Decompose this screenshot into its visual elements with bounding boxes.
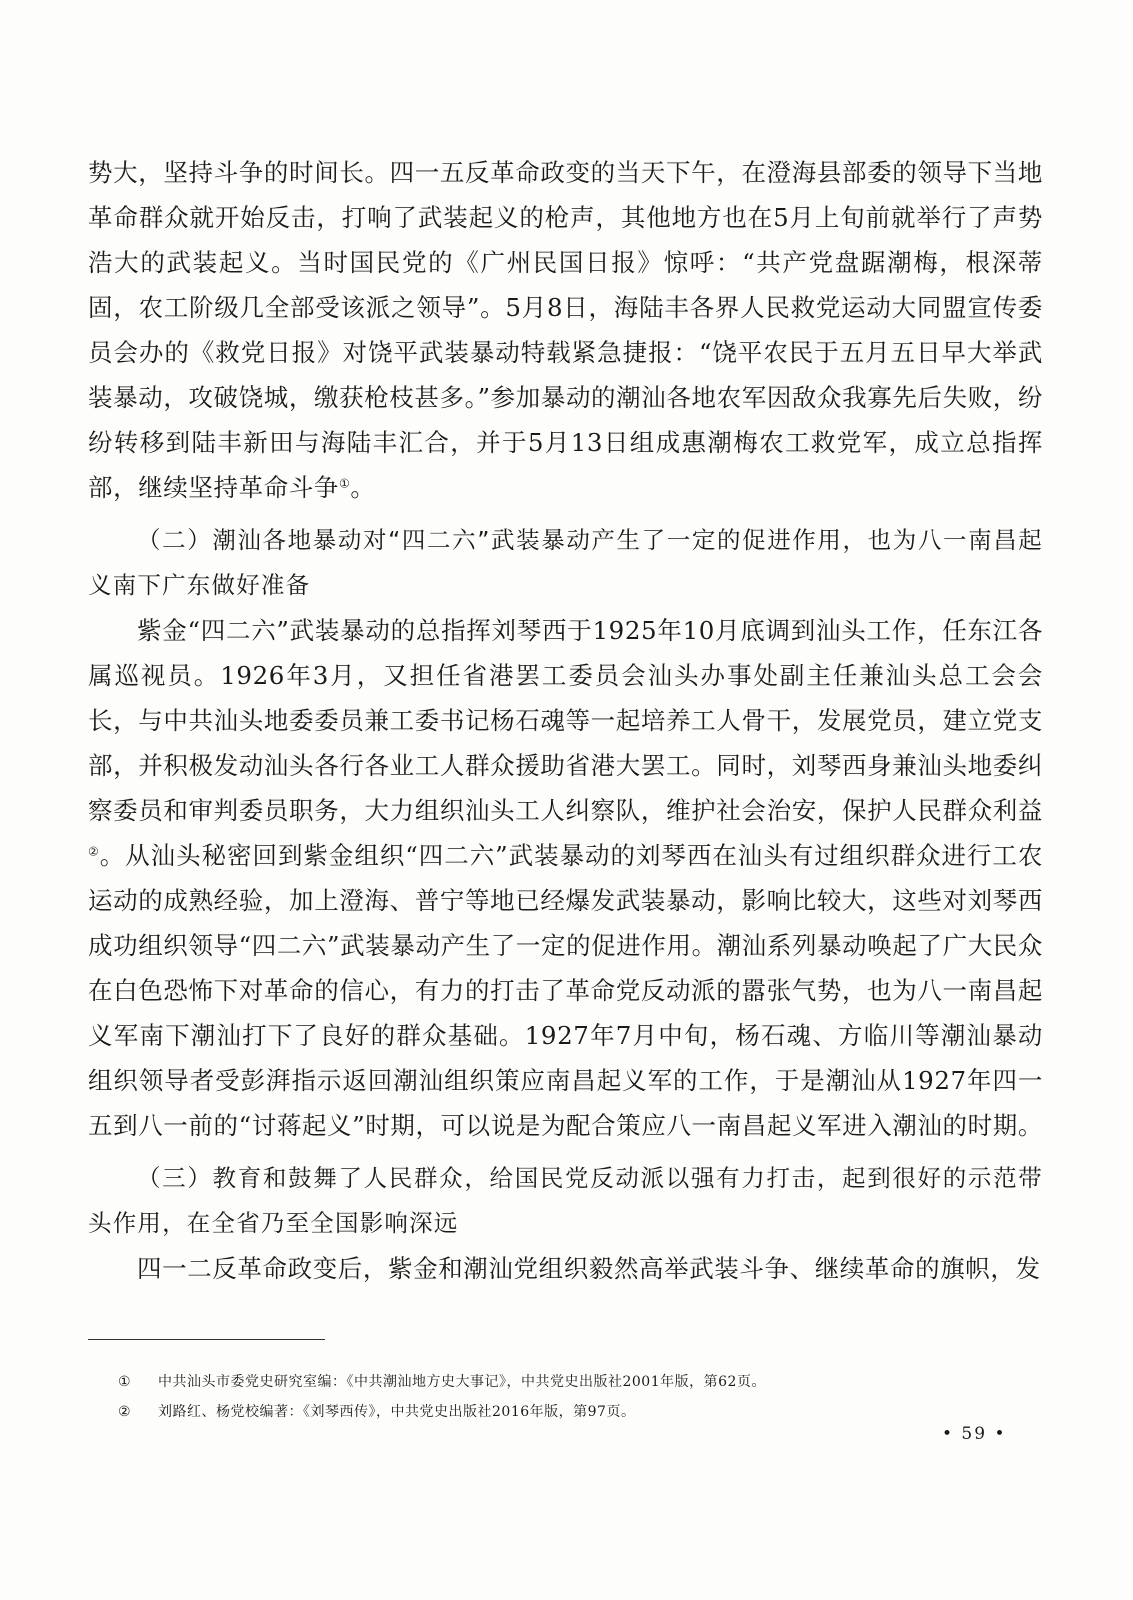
footnote-mark: ①	[118, 1374, 132, 1390]
body-text	[88, 150, 1043, 1291]
footnotes	[118, 1367, 1018, 1427]
footnote-mark: ②	[118, 1404, 132, 1420]
paragraph: 四一二反革命政变后，紫金和潮汕党组织毅然高举武装斗争、继续革命的旗帜，发	[137, 1254, 1041, 1283]
page-number: • 59 •	[942, 1424, 1007, 1444]
footnote-ref: ②	[88, 844, 100, 859]
section-heading: （二）潮汕各地暴动对“四二六”武装暴动产生了一定的促进作用，也为八一南昌起义南下广东做好准备	[88, 526, 1043, 599]
footnote-ref: ①	[339, 476, 351, 491]
footnote-divider	[88, 1339, 325, 1340]
footnote-text: 中共汕头市委党史研究室编：《中共潮汕地方史大事记》，中共党史出版社2001年版，第62页。	[158, 1374, 766, 1390]
footnote	[118, 1397, 1018, 1427]
section-heading: （三）教育和鼓舞了人民群众，给国民党反动派以强有力打击，起到很好的示范带头作用，在全省乃至全国影响深远	[88, 1164, 1043, 1237]
footnote	[118, 1367, 1018, 1397]
paragraph: 势大，坚持斗争的时间长。四一五反革命政变的当天下午，在澄海县部委的领导下当地革命群众就开始反击，打响了武装起义的枪声，其他地方也在5月上旬前就举行了声势浩大的武装起义。当时国民党的《广州民国日报》惊呼：“共产党盘踞潮梅，根深蒂固，农工阶级几全部受该派之领导”。5月8日，海陆丰各界人民救党运动大同盟宣传委员会办的《救党日报》对饶平武装暴动特载紧急捷报：“饶平农民于五月五日早大举武装暴动，攻破饶城，缴获枪枝甚多。”参加暴动的潮汕各地农军因敌众我寡先后失败，纷纷转移到陆丰新田与海陆丰汇合，并于5月13日组成惠潮梅农工救党军，成立总指挥部，继续坚持革命斗争①。	[88, 158, 1043, 502]
paragraph: 紫金“四二六”武装暴动的总指挥刘琴西于1925年10月底调到汕头工作，任东江各属巡视员。1926年3月，又担任省港罢工委员会汕头办事处副主任兼汕头总工会会长，与中共汕头地委委员兼工委书记杨石魂等一起培养工人骨干，发展党员，建立党支部，并积极发动汕头各行各业工人群众援助省港大罢工。同时，刘琴西身兼汕头地委纠察委员和审判委员职务，大力组织汕头工人纠察队，维护社会治安，保护人民群众利益②。从汕头秘密回到紫金组织“四二六”武装暴动的刘琴西在汕头有过组织群众进行工农运动的成熟经验，加上澄海、普宁等地已经爆发武装暴动，影响比较大，这些对刘琴西成功组织领导“四二六”武装暴动产生了一定的促进作用。潮汕系列暴动唤起了广大民众在白色恐怖下对革命的信心，有力的打击了革命党反动派的嚣张气势，也为八一南昌起义军南下潮汕打下了良好的群众基础。1927年7月中旬，杨石魂、方临川等潮汕暴动组织领导者受彭湃指示返回潮汕组织策应南昌起义军的工作，于是潮汕从1927年四一五到八一前的“讨蒋起义”时期，可以说是为配合策应八一南昌起义军进入潮汕的时期。	[88, 616, 1043, 1140]
footnote-text: 刘路红、杨党校编著：《刘琴西传》，中共党史出版社2016年版，第97页。	[158, 1404, 636, 1420]
